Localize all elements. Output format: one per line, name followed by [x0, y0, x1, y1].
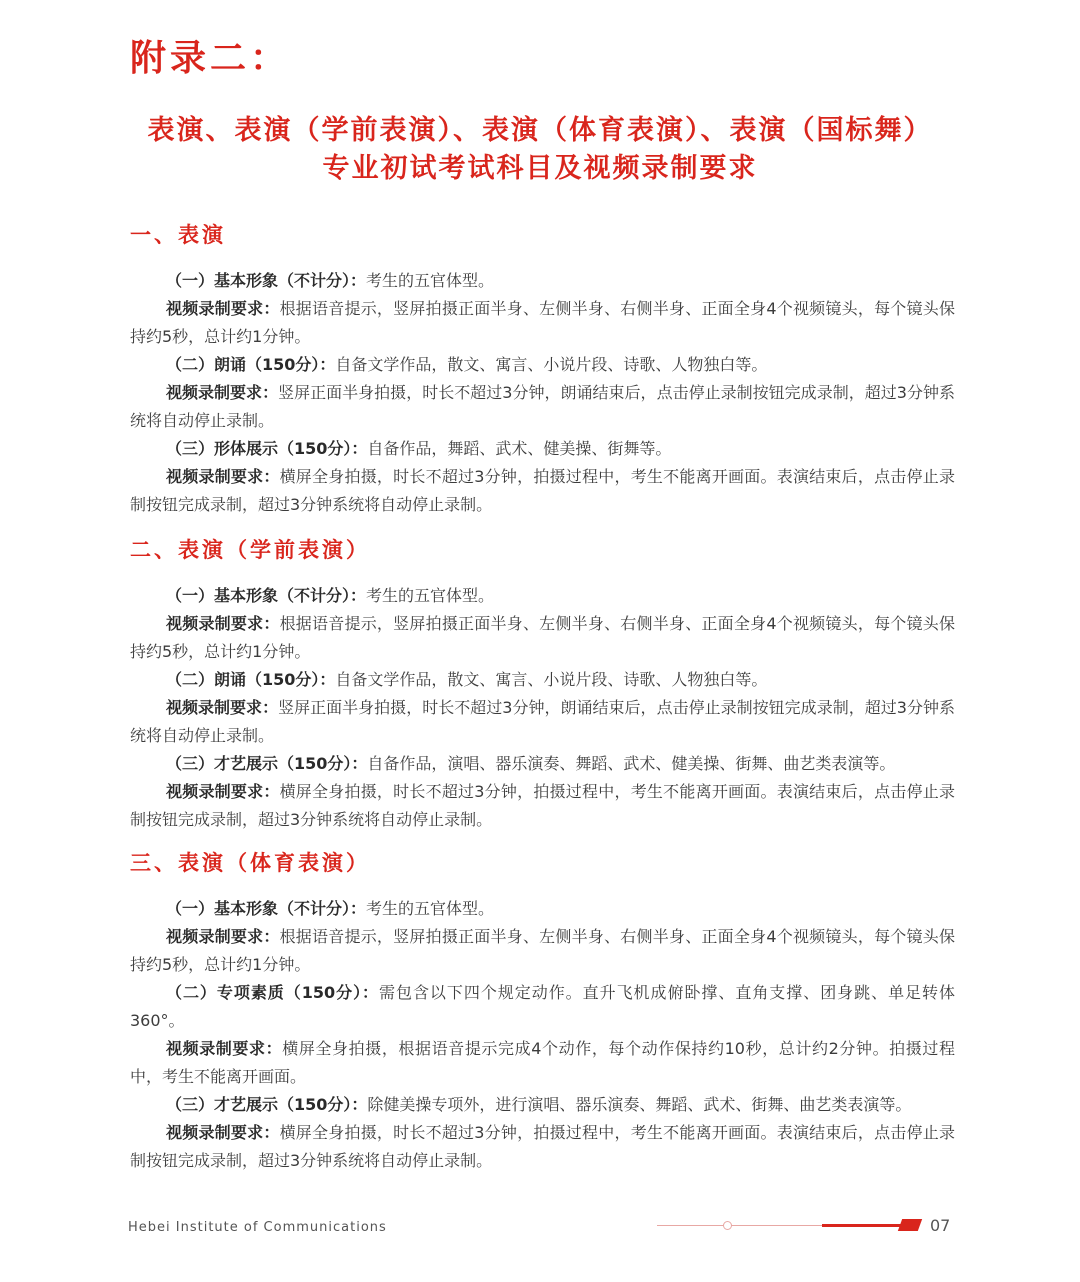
section-items — [130, 895, 955, 1175]
item-text: 自备作品，舞蹈、武术、健美操、街舞等。 — [367, 439, 672, 458]
item-text: 横屏全身拍摄，时长不超过3分钟，拍摄过程中，考生不能离开画面。表演结束后，点击停止录制按钮完成录制，超过3分钟系统将自动停止录制。 — [130, 782, 955, 829]
page-number: 07 — [930, 1216, 951, 1235]
item-text: 根据语音提示，竖屏拍摄正面半身、左侧半身、右侧半身、正面全身4个视频镜头，每个镜头保持约5秒，总计约1分钟。 — [130, 927, 955, 974]
requirement-item — [130, 295, 955, 351]
item-label: 视频录制要求： — [166, 782, 280, 801]
item-text: 横屏全身拍摄，时长不超过3分钟，拍摄过程中，考生不能离开画面。表演结束后，点击停止录制按钮完成录制，超过3分钟系统将自动停止录制。 — [130, 1123, 955, 1170]
item-label: （三）才艺展示（150分）： — [166, 754, 368, 773]
item-label: （二）朗诵（150分）： — [166, 355, 336, 374]
item-label: 视频录制要求： — [166, 467, 280, 486]
requirement-item — [130, 1091, 955, 1119]
item-text: 需包含以下四个规定动作。直升飞机成俯卧撑、直角支撑、团身跳、单足转体360°。 — [130, 983, 955, 1030]
requirement-item — [130, 750, 955, 778]
appendix-title: 附录二： — [130, 38, 291, 79]
requirement-item — [130, 610, 955, 666]
item-text: 考生的五官体型。 — [366, 586, 495, 605]
item-label: 视频录制要求： — [166, 698, 279, 717]
item-label: （一）基本形象（不计分）： — [166, 899, 367, 918]
item-text: 横屏全身拍摄，时长不超过3分钟，拍摄过程中，考生不能离开画面。表演结束后，点击停止录制按钮完成录制，超过3分钟系统将自动停止录制。 — [130, 467, 955, 514]
item-label: （一）基本形象（不计分）： — [166, 586, 367, 605]
section-items — [130, 582, 955, 834]
footer-institution-name: Hebei Institute of Communications — [128, 1220, 387, 1235]
item-label: 视频录制要求： — [166, 927, 280, 946]
item-label: （二）专项素质（150分）： — [166, 983, 380, 1002]
section-sports-performance — [130, 848, 955, 1175]
requirement-item — [130, 435, 955, 463]
requirement-item — [130, 267, 955, 295]
requirement-item — [130, 582, 955, 610]
requirement-item — [130, 923, 955, 979]
item-text: 竖屏正面半身拍摄，时长不超过3分钟，朗诵结束后，点击停止录制按钮完成录制，超过3分钟系统将自动停止录制。 — [130, 698, 955, 745]
requirement-item — [130, 979, 955, 1035]
section-performance — [130, 220, 955, 519]
document-title-line-1: 表演、表演（学前表演）、表演（体育表演）、表演（国标舞） — [147, 115, 933, 146]
document-title-line-2: 专业初试考试科目及视频录制要求 — [322, 153, 758, 184]
document-title — [0, 112, 1080, 188]
item-text: 除健美操专项外，进行演唱、器乐演奏、舞蹈、武术、街舞、曲艺类表演等。 — [367, 1095, 912, 1114]
item-text: 竖屏正面半身拍摄，时长不超过3分钟，朗诵结束后，点击停止录制按钮完成录制，超过3分钟系统将自动停止录制。 — [130, 383, 955, 430]
item-text: 自备文学作品，散文、寓言、小说片段、诗歌、人物独白等。 — [335, 670, 768, 689]
item-label: （一）基本形象（不计分）： — [166, 271, 367, 290]
item-label: （三）才艺展示（150分）： — [166, 1095, 368, 1114]
footer-divider-dot — [723, 1221, 732, 1230]
item-label: （三）形体展示（150分）： — [166, 439, 368, 458]
requirement-item — [130, 379, 955, 435]
requirement-item — [130, 778, 955, 834]
requirement-item — [130, 666, 955, 694]
requirement-item — [130, 1119, 955, 1175]
section-preschool-performance — [130, 535, 955, 834]
item-label: 视频录制要求： — [166, 1123, 280, 1142]
item-label: 视频录制要求： — [166, 1039, 283, 1058]
section-heading: 一、表演 — [130, 223, 226, 247]
requirement-item — [130, 463, 955, 519]
section-items — [130, 267, 955, 519]
item-text: 考生的五官体型。 — [366, 271, 495, 290]
section-heading: 二、表演（学前表演） — [130, 538, 370, 562]
item-label: 视频录制要求： — [166, 383, 279, 402]
item-text: 横屏全身拍摄，根据语音提示完成4个动作，每个动作保持约10秒，总计约2分钟。拍摄过程中，考生不能离开画面。 — [130, 1039, 955, 1086]
item-text: 自备文学作品，散文、寓言、小说片段、诗歌、人物独白等。 — [335, 355, 768, 374]
requirement-item — [130, 694, 955, 750]
item-text: 根据语音提示，竖屏拍摄正面半身、左侧半身、右侧半身、正面全身4个视频镜头，每个镜头保持约5秒，总计约1分钟。 — [130, 299, 955, 346]
item-label: 视频录制要求： — [166, 299, 280, 318]
requirement-item — [130, 1035, 955, 1091]
item-text: 考生的五官体型。 — [366, 899, 495, 918]
footer-accent-bar — [898, 1219, 922, 1231]
requirement-item — [130, 895, 955, 923]
item-label: （二）朗诵（150分）： — [166, 670, 336, 689]
item-label: 视频录制要求： — [166, 614, 280, 633]
item-text: 根据语音提示，竖屏拍摄正面半身、左侧半身、右侧半身、正面全身4个视频镜头，每个镜头保持约5秒，总计约1分钟。 — [130, 614, 955, 661]
footer-accent-line — [822, 1224, 902, 1227]
section-heading: 三、表演（体育表演） — [130, 851, 370, 875]
requirement-item — [130, 351, 955, 379]
item-text: 自备作品，演唱、器乐演奏、舞蹈、武术、健美操、街舞、曲艺类表演等。 — [367, 754, 896, 773]
